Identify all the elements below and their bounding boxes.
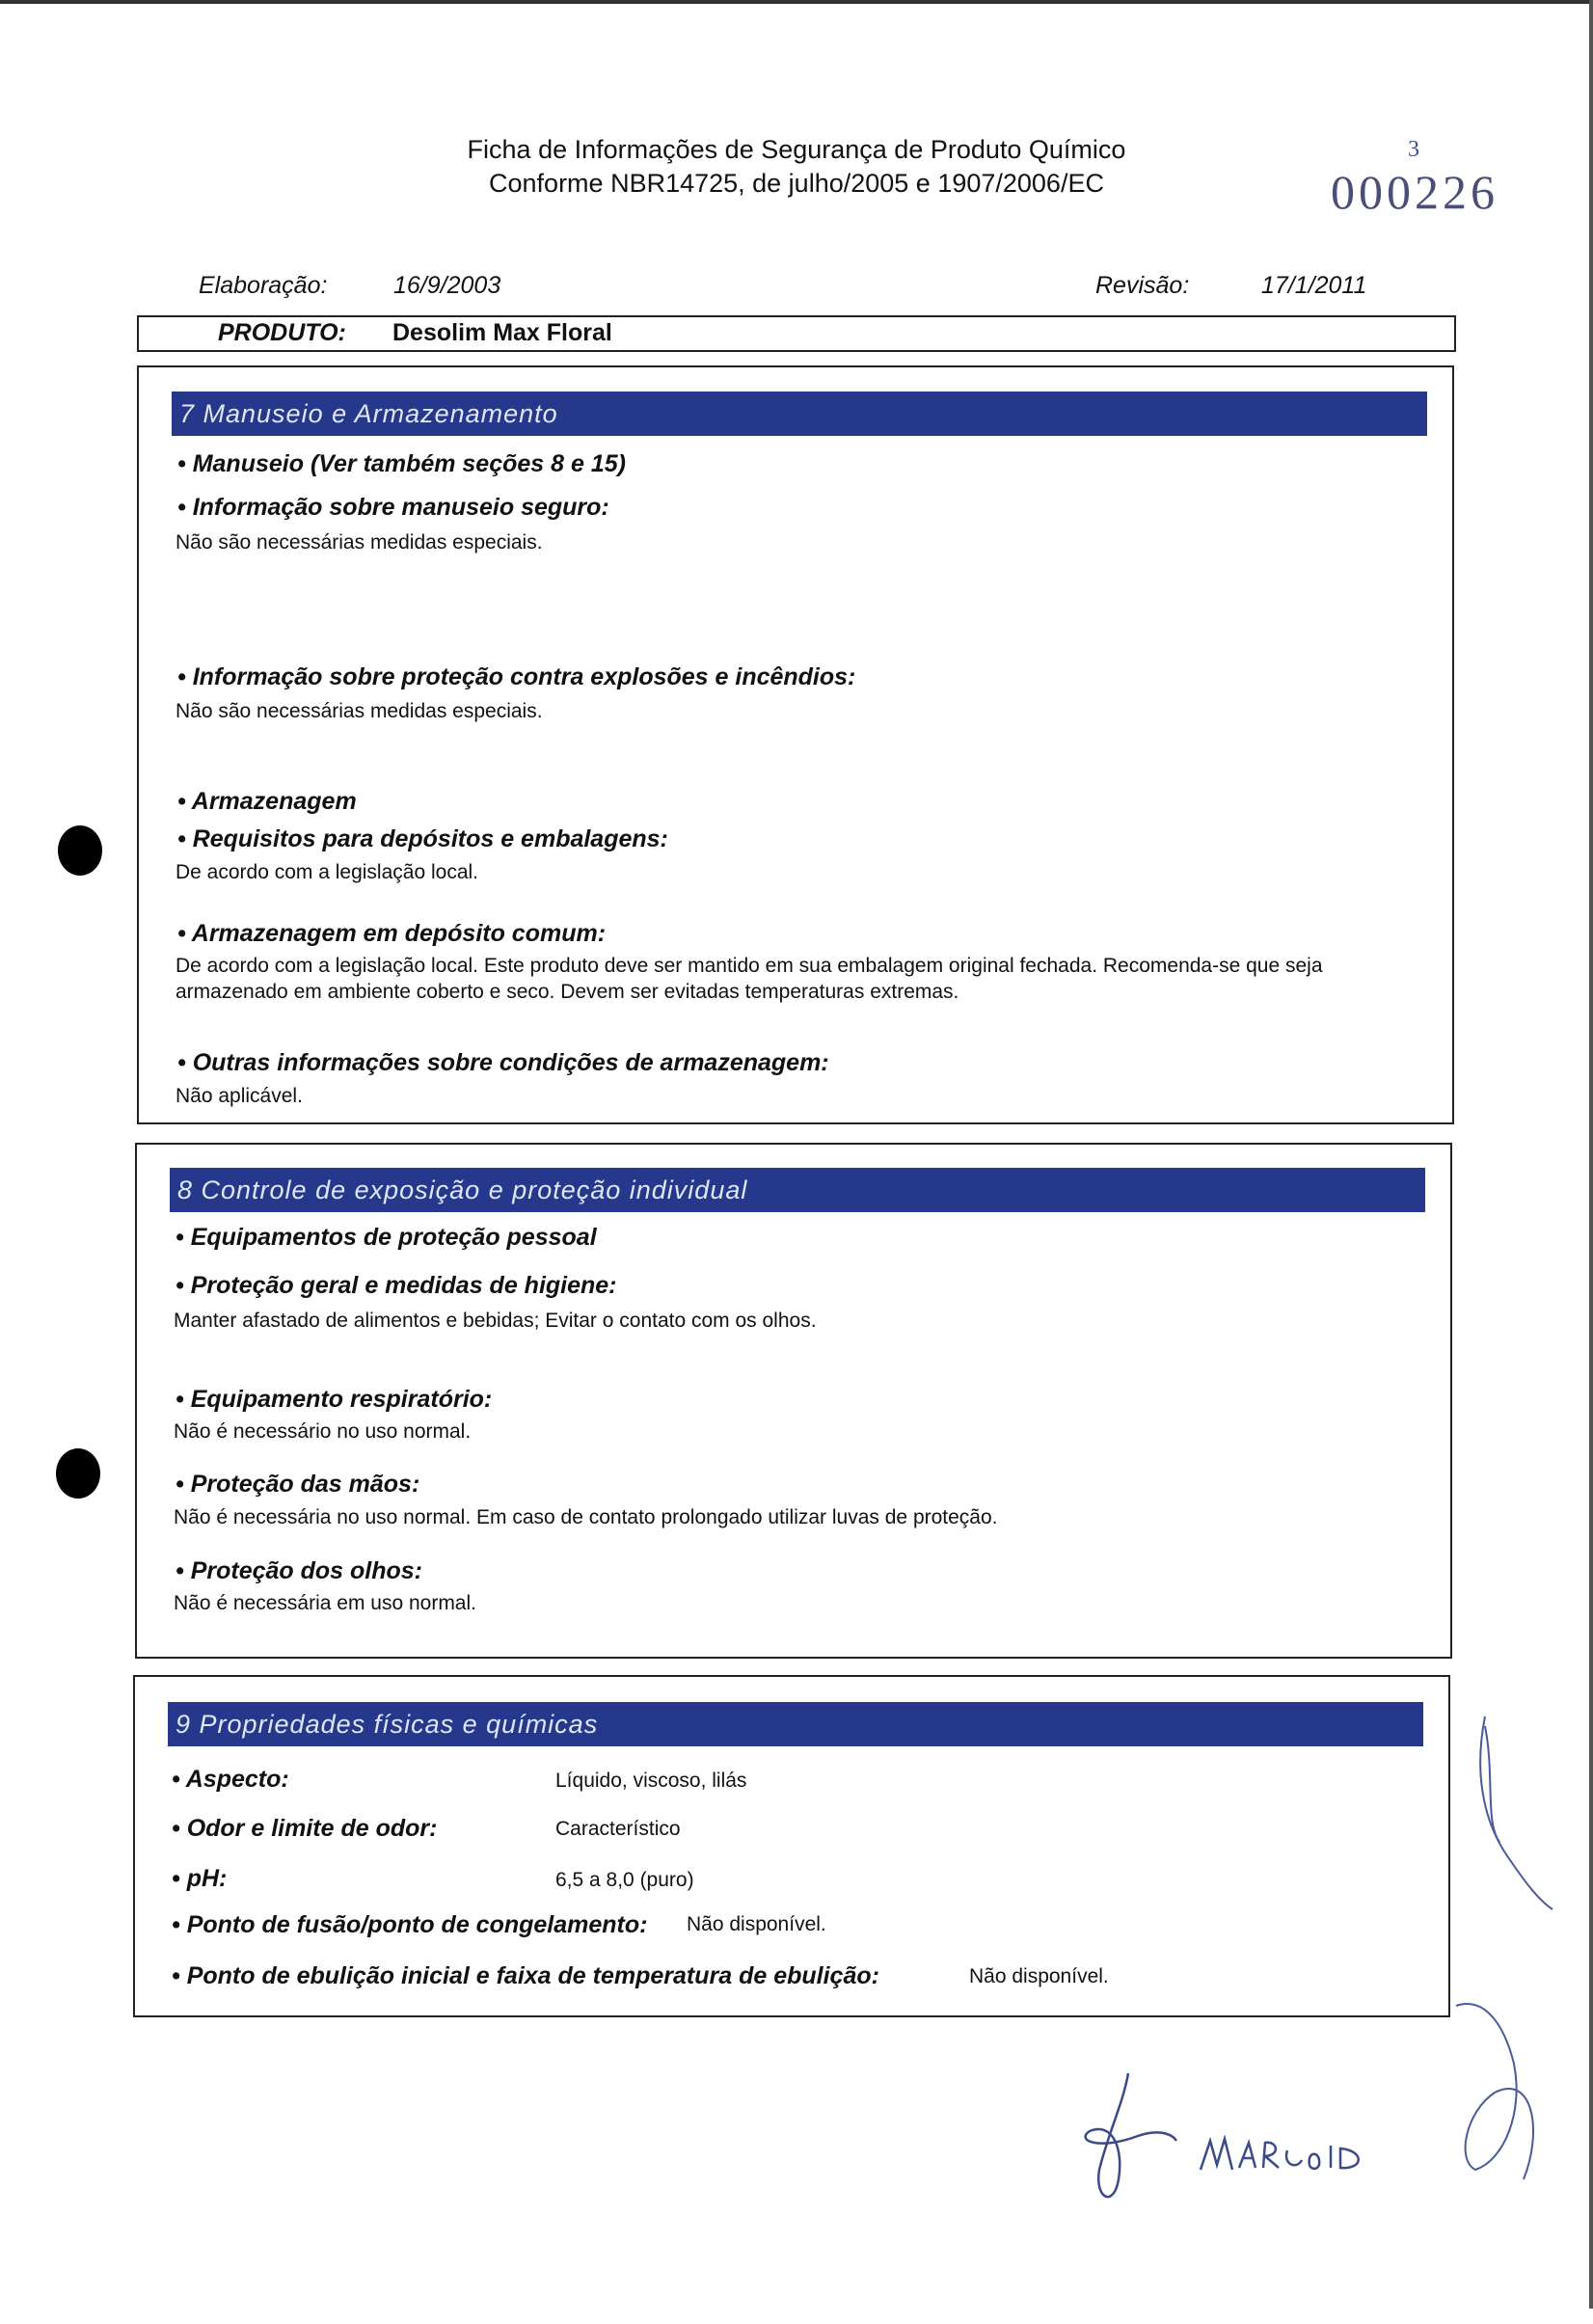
name-signature-icon xyxy=(1196,2121,1369,2189)
s7-outras-text: Não aplicável. xyxy=(176,1085,303,1107)
product-name: Desolim Max Floral xyxy=(392,319,612,346)
s7-manuseio-seguro-heading: • Informação sobre manuseio seguro: xyxy=(177,494,609,521)
s7-deposito-text-line1: De acordo com a legislação local. Este produto deve ser mantido em sua embalagem original fechada. Recomenda-se que seja xyxy=(176,955,1323,977)
section-7-box xyxy=(137,365,1454,1124)
doc-title-line2: Conforme NBR14725, de julho/2005 e 1907/2006/EC xyxy=(489,169,1104,198)
product-box xyxy=(137,315,1456,352)
elaboracao-date: 16/9/2003 xyxy=(393,272,501,299)
initials-signature-icon xyxy=(1070,2064,1186,2218)
s9-row-label: • Ponto de ebulição inicial e faixa de temperatura de ebulição: xyxy=(172,1962,879,1989)
page-number: 3 xyxy=(1408,137,1419,162)
section-8-box xyxy=(135,1143,1452,1659)
revisao-date: 17/1/2011 xyxy=(1261,272,1367,299)
s9-row-value: Não disponível. xyxy=(969,1965,1109,1987)
s7-requisitos-text: De acordo com a legislação local. xyxy=(176,861,478,883)
s8-respiratorio-heading: • Equipamento respiratório: xyxy=(176,1386,493,1413)
s8-olhos-text: Não é necessária em uso normal. xyxy=(174,1592,476,1614)
s9-row-label: • Ponto de fusão/ponto de congelamento: xyxy=(172,1911,648,1938)
s7-deposito-heading: • Armazenagem em depósito comum: xyxy=(177,920,607,947)
section-7-title: 7 Manuseio e Armazenamento xyxy=(172,392,1427,436)
s9-row-value: Característico xyxy=(555,1818,681,1840)
s7-manuseio-seguro-text: Não são necessárias medidas especiais. xyxy=(176,531,543,554)
s8-equipamentos-heading: • Equipamentos de proteção pessoal xyxy=(176,1224,597,1251)
signature-marks-icon xyxy=(1446,1707,1589,2324)
s9-row-label: • pH: xyxy=(172,1865,228,1892)
elaboracao-label: Elaboração: xyxy=(199,272,328,299)
s7-deposito-text-line2: armazenado em ambiente coberto e seco. Devem ser evitadas temperaturas extremas. xyxy=(176,981,959,1003)
s7-armazenagem-heading: • Armazenagem xyxy=(177,788,357,815)
s9-row-value: Não disponível. xyxy=(687,1913,826,1935)
revisao-label: Revisão: xyxy=(1095,272,1190,299)
product-label: PRODUTO: xyxy=(218,319,346,346)
s8-higiene-text: Manter afastado de alimentos e bebidas; Evitar o contato com os olhos. xyxy=(174,1310,817,1332)
s8-maos-text: Não é necessária no uso normal. Em caso de contato prolongado utilizar luvas de proteção. xyxy=(174,1506,998,1528)
s7-requisitos-heading: • Requisitos para depósitos e embalagens: xyxy=(177,825,668,852)
s7-outras-heading: • Outras informações sobre condições de armazenagem: xyxy=(177,1049,829,1076)
s8-olhos-heading: • Proteção dos olhos: xyxy=(176,1557,423,1584)
s8-respiratorio-text: Não é necessário no uso normal. xyxy=(174,1420,472,1443)
s7-manuseio-heading: • Manuseio (Ver também seções 8 e 15) xyxy=(177,450,626,477)
s9-row-value: Líquido, viscoso, lilás xyxy=(555,1770,747,1792)
doc-title-line1: Ficha de Informações de Segurança de Produto Químico xyxy=(467,135,1126,164)
stamp-number: 000226 xyxy=(1331,165,1498,219)
s7-explosoes-heading: • Informação sobre proteção contra explosões e incêndios: xyxy=(177,663,856,690)
punch-hole xyxy=(56,1448,100,1499)
section-8-title: 8 Controle de exposição e proteção individual xyxy=(170,1168,1425,1212)
section-9-title: 9 Propriedades físicas e químicas xyxy=(168,1702,1423,1746)
s8-maos-heading: • Proteção das mãos: xyxy=(176,1471,420,1498)
page-edge-right xyxy=(1589,0,1593,2309)
section-9-box xyxy=(133,1675,1450,2017)
s8-higiene-heading: • Proteção geral e medidas de higiene: xyxy=(176,1272,617,1299)
page-edge-top xyxy=(0,0,1593,4)
s7-explosoes-text: Não são necessárias medidas especiais. xyxy=(176,700,543,722)
punch-hole xyxy=(58,825,102,876)
s9-row-label: • Aspecto: xyxy=(172,1766,289,1793)
s9-row-label: • Odor e limite de odor: xyxy=(172,1815,438,1842)
s9-row-value: 6,5 a 8,0 (puro) xyxy=(555,1869,694,1891)
